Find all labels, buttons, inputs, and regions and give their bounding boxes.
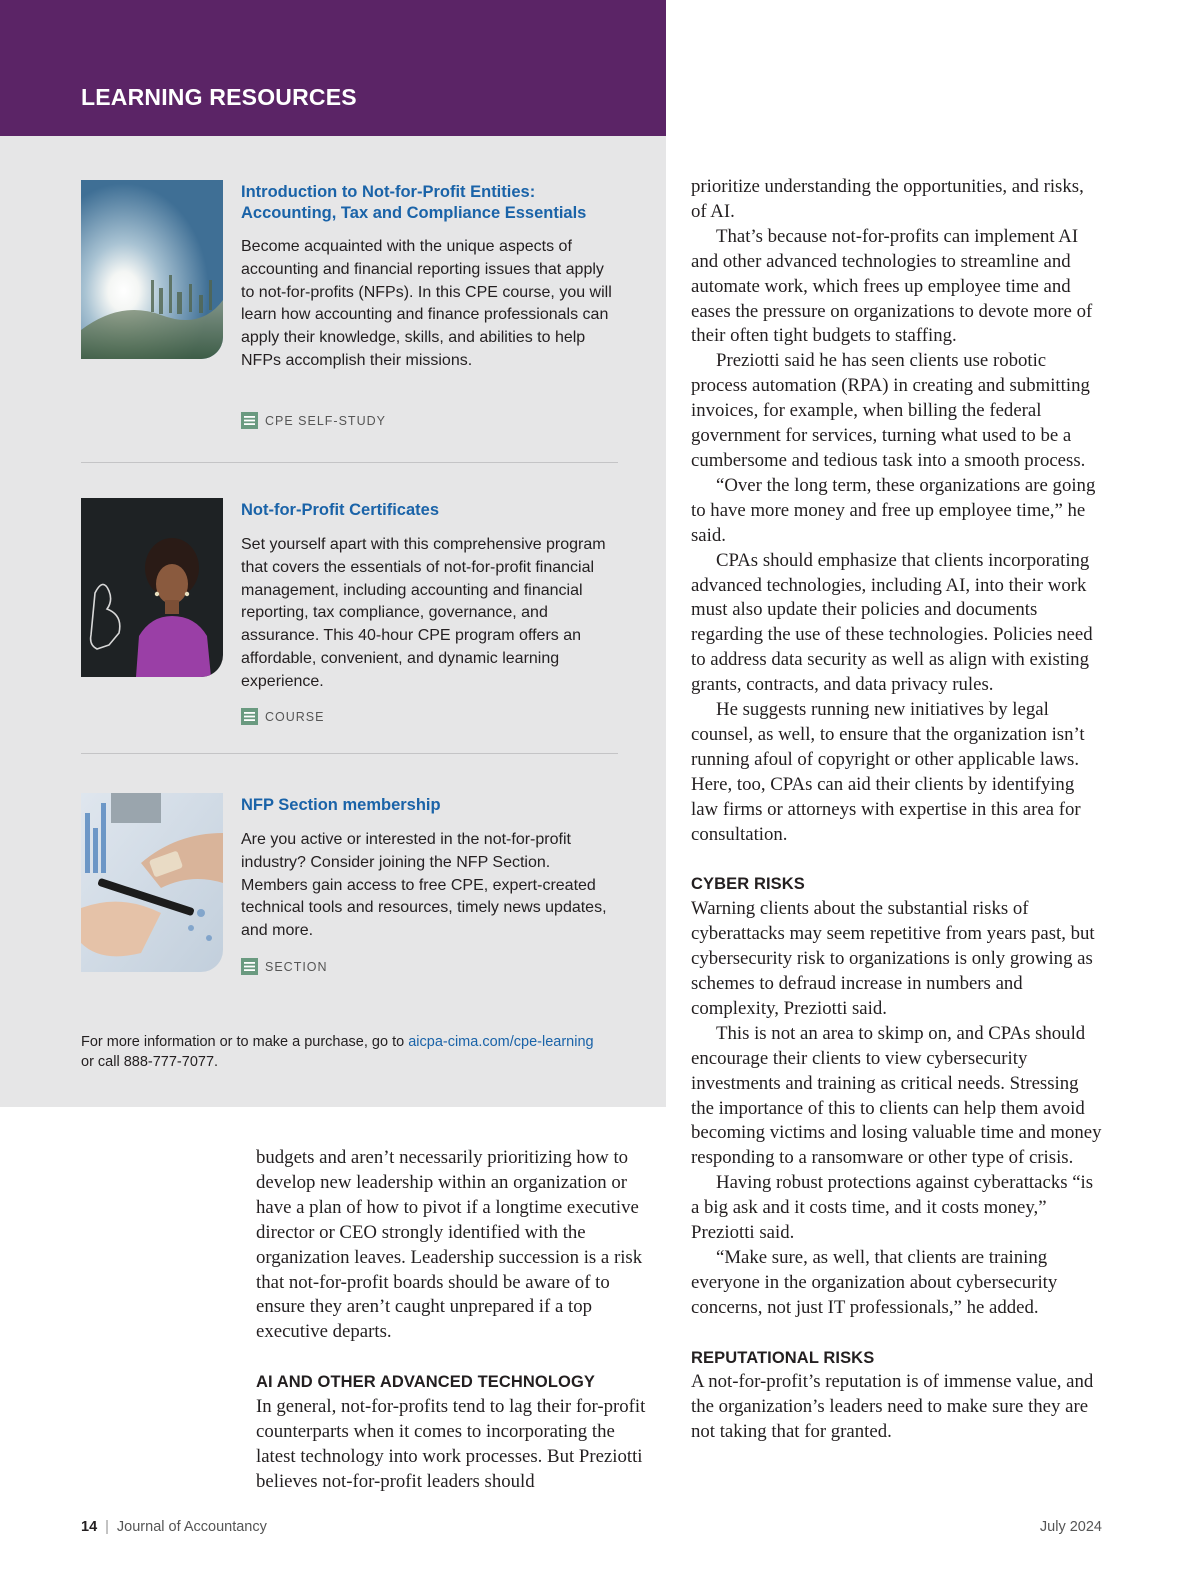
paragraph: prioritize understanding the opportunities, and risks, of AI. xyxy=(691,176,1084,222)
tag-cpe-self-study xyxy=(241,412,386,430)
footer-separator: | xyxy=(105,1519,109,1535)
section-heading-ai: AI AND OTHER ADVANCED TECHNOLOGY xyxy=(256,1373,596,1392)
paragraph: He suggests running new initiatives by legal counsel, as well, to ensure that the organization isn’t running afoul of copyright or other applicable laws. Here, too, CPAs can aid their clients by identifying law firms or attorneys with expertise in this area for consultation. xyxy=(691,699,1085,845)
paragraph: Having robust protections against cyberattacks “is a big ask and it costs time, and it costs money,” Preziotti said. xyxy=(691,1172,1094,1244)
more-info-phone: or call 888-777-7077. xyxy=(81,1054,219,1070)
publication-name: Journal of Accountancy xyxy=(116,1519,267,1535)
paragraph: Warning clients about the substantial risks of cyberattacks may seem repetitive from years past, but cybersecurity risk to organizations is only growing as schemes to defraud increase in numbers and complexity, Preziotti said. xyxy=(691,898,1095,1019)
list-icon xyxy=(241,412,258,429)
resource-card-nfp-entities[interactable] xyxy=(81,180,621,430)
paragraph: budgets and aren’t necessarily prioritizing how to develop new leadership within an organization or have a plan of how to pivot if a longtime executive director or CEO strongly identified with the organization leaves. Leadership succession is a risk that not-for-profit boards should be aware of to ensure they aren’t caught unprepared if a top executive departs. xyxy=(256,1147,643,1343)
tag-label: CPE SELF-STUDY xyxy=(265,414,386,428)
card-description: Become acquainted with the unique aspects of accounting and financial reporting issues that apply to not-for-profits (NFPs). In this CPE course, you will learn how accounting and finance professionals can apply their knowledge, skills, and abilities to help NFPs accomplish their missions. xyxy=(241,238,612,369)
paragraph: That’s because not-for-profits can implement AI and other advanced technologies to streamline and automate work, which frees up employee time and eases the pressure on organizations to devote more of their often tight budgets to staffing. xyxy=(691,225,1093,347)
more-info xyxy=(81,1032,661,1072)
card-title[interactable]: Not-for-Profit Certificates xyxy=(241,501,440,519)
tag-label: COURSE xyxy=(265,710,325,724)
tag-section xyxy=(241,958,328,976)
paragraph: A not-for-profit’s reputation is of immense value, and the organization’s leaders need to make sure they are not taking that for granted. xyxy=(691,1371,1094,1443)
card-description: Are you active or interested in the not-for-profit industry? Consider joining the NFP Section. Members gain access to free CPE, expert-created technical tools and resources, timely news updates, and more. xyxy=(241,831,607,940)
paragraph: In general, not-for-profits tend to lag their for-profit counterparts when it comes to incorporating the latest technology into work processes. But Preziotti believes not-for-profit leaders should xyxy=(256,1396,646,1492)
paragraph: “Make sure, as well, that clients are training everyone in the organization about cybersecurity concerns, not just IT professionals,” he added. xyxy=(691,1246,1058,1318)
resource-card-nfp-certificates[interactable] xyxy=(81,498,621,718)
card-title[interactable]: NFP Section membership xyxy=(241,796,441,814)
page-number: 14 xyxy=(81,1519,98,1535)
more-info-text: For more information or to make a purchase, go to xyxy=(81,1034,405,1050)
card-title[interactable]: Introduction to Not-for-Profit Entities: Accounting, Tax and Compliance Essentials xyxy=(241,183,587,222)
sidebar-header xyxy=(0,0,666,136)
card-divider xyxy=(81,462,618,463)
paragraph: “Over the long term, these organizations are going to have more money and free up employee time,” he said. xyxy=(691,474,1096,546)
section-heading-reputation: REPUTATIONAL RISKS xyxy=(691,1348,875,1367)
card-divider xyxy=(81,753,618,754)
hands-pen-image xyxy=(81,793,223,972)
sidebar-title: LEARNING RESOURCES xyxy=(81,84,357,110)
woman-portrait-image xyxy=(81,498,223,677)
right-column xyxy=(691,175,1103,1445)
cpe-learning-link[interactable]: aicpa-cima.com/cpe-learning xyxy=(408,1034,594,1050)
card-description: Set yourself apart with this comprehensive program that covers the essentials of not-for-profit financial management, including accounting and financial reporting, tax compliance, governance, and assurance. This 40-hour CPE program offers an affordable, convenient, and dynamic learning experience. xyxy=(241,536,606,690)
tag-label: SECTION xyxy=(265,960,328,974)
page-footer xyxy=(81,1519,1102,1541)
tag-course xyxy=(241,708,324,726)
paragraph: This is not an area to skimp on, and CPAs should encourage their clients to view cybersecurity investments and training as critical needs. Stressing the importance of this to clients can help them avoid becoming victims and losing valuable time and money responding to a ransomware or other type of crisis. xyxy=(691,1022,1102,1169)
issue-date: July 2024 xyxy=(1039,1519,1102,1535)
paragraph: Preziotti said he has seen clients use robotic process automation (RPA) in creating and submitting invoices, for example, when billing the federal government for services, turning what used to be a cumbersome and tedious task into a smooth process. xyxy=(691,350,1090,471)
section-heading-cyber: CYBER RISKS xyxy=(691,875,805,894)
city-sunrise-image xyxy=(81,180,223,359)
resource-card-nfp-section[interactable] xyxy=(81,793,621,973)
paragraph: CPAs should emphasize that clients incorporating advanced technologies, including AI, into their work must also update their policies and documents regarding the use of these technologies. Policies need to address data security as well as align with existing grants, contracts, and data privacy rules. xyxy=(691,549,1093,696)
list-icon xyxy=(241,958,258,975)
list-icon xyxy=(241,708,258,725)
left-column xyxy=(256,1146,658,1495)
